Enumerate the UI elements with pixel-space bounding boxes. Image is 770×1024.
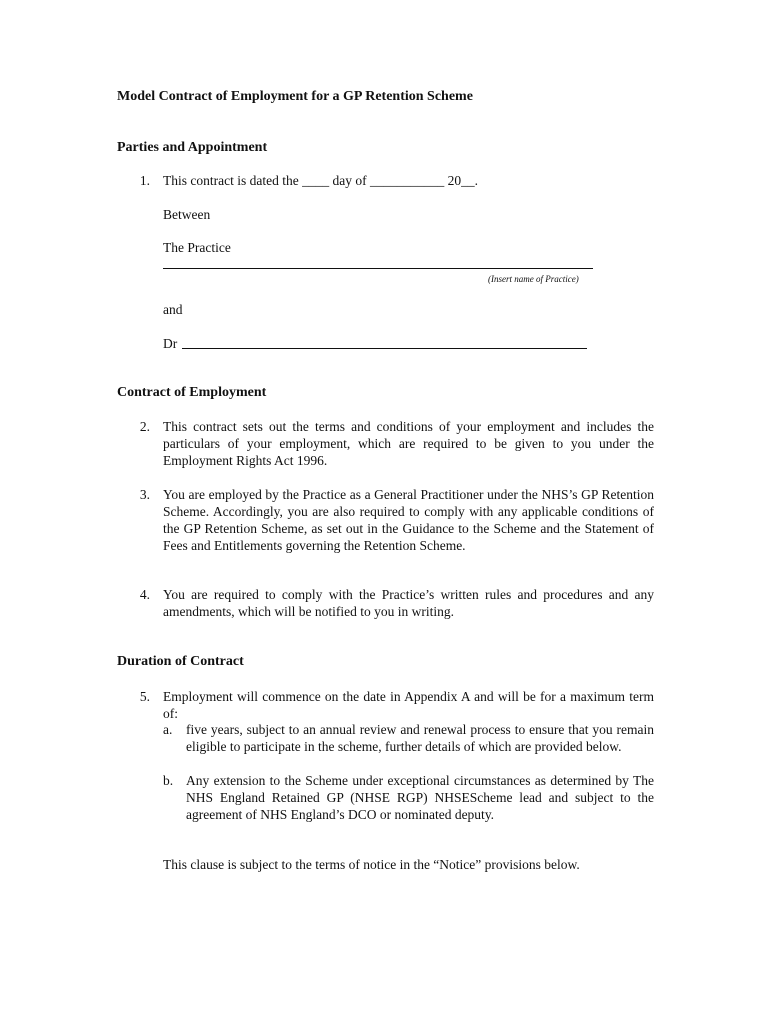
practice-name-line — [163, 268, 593, 269]
document-title: Model Contract of Employment for a GP Retention Scheme — [117, 89, 473, 104]
practice-name-caption: (Insert name of Practice) — [488, 274, 579, 284]
section-heading-contract: Contract of Employment — [117, 385, 267, 400]
sub-item-text-a: five years, subject to an annual review and renewal process to ensure that you remain eligible to participate in the scheme, further details of which are provided below. — [186, 722, 654, 754]
sub-item-label-a: a. — [163, 722, 173, 737]
clause-note: This clause is subject to the terms of notice in the “Notice” provisions below. — [163, 857, 580, 872]
item-number-3: 3. — [139, 487, 150, 502]
dr-label: Dr — [163, 336, 178, 351]
item-number-2: 2. — [139, 419, 150, 434]
item-number-1: 1. — [139, 173, 150, 188]
the-practice-label: The Practice — [163, 240, 231, 255]
sub-item-label-b: b. — [163, 773, 174, 788]
item-text-4: You are required to comply with the Practice’s written rules and procedures and any amendments, which will be notified to you in writing. — [163, 587, 654, 619]
doctor-name-line — [182, 348, 587, 349]
sub-item-text-b: Any extension to the Scheme under exceptional circumstances as determined by The NHS England Retained GP (NHSE RGP) NHSEScheme lead and subject to the agreement of NHS England’s DCO or nominated deputy. — [186, 773, 654, 822]
and-label: and — [163, 302, 183, 317]
between-label: Between — [163, 207, 211, 222]
item-text-3: You are employed by the Practice as a General Practitioner under the NHS’s GP Retention Scheme. Accordingly, you are also required to comply with any applicable conditions of the GP Retention Scheme, as set out in the Guidance to the Scheme and the Statement of Fees and Entitlements governing the Retention Scheme. — [163, 487, 654, 553]
item-text-2: This contract sets out the terms and conditions of your employment and includes the particulars of your employment, which are required to be given to you under the Employment Rights Act 1996. — [163, 419, 654, 468]
item-number-4: 4. — [139, 587, 150, 602]
item-number-5: 5. — [139, 689, 150, 704]
section-heading-parties: Parties and Appointment — [117, 140, 268, 155]
item-text-5: Employment will commence on the date in Appendix A and will be for a maximum term of: — [163, 689, 654, 721]
item-text-1: This contract is dated the ____ day of ___________ 20__. — [163, 173, 478, 188]
section-heading-duration: Duration of Contract — [117, 654, 244, 669]
